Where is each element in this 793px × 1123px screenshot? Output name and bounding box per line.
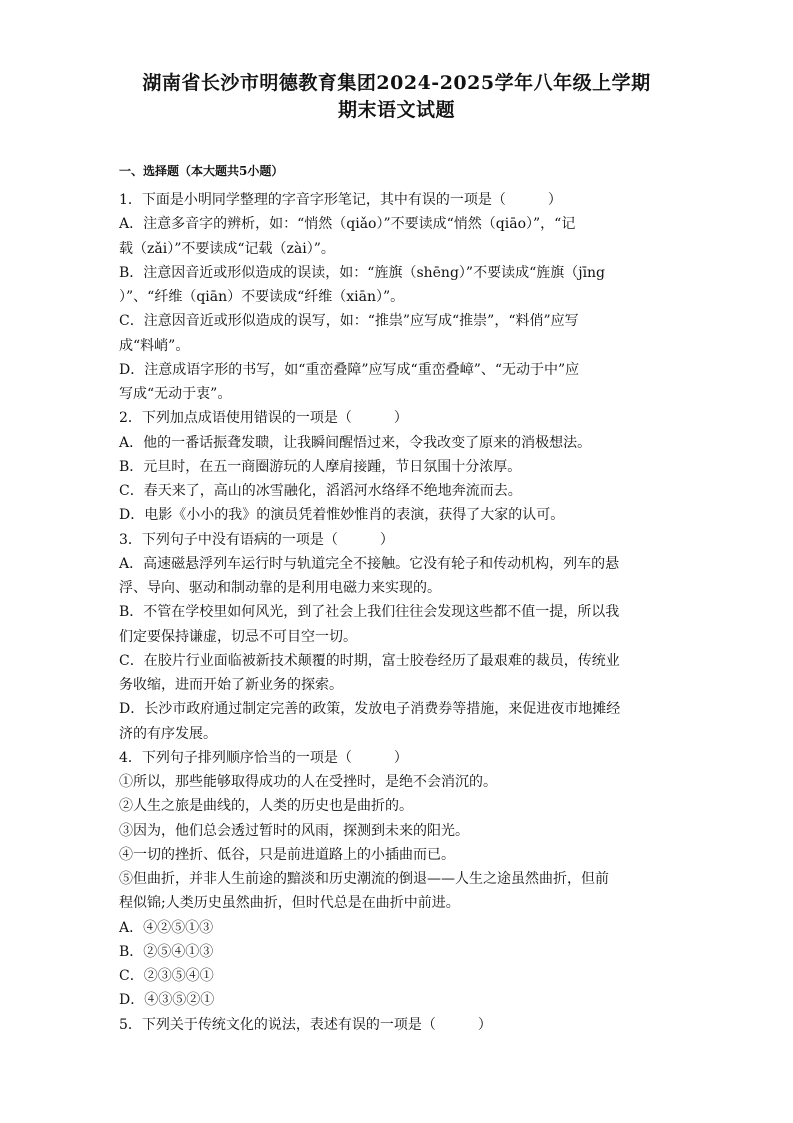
text-line: 4．下列句子排列顺序恰当的一项是（ ）	[119, 749, 408, 766]
text-line: 3．下列句子中没有语病的一项是（ ）	[119, 531, 394, 548]
text-line: ）”、“纤维（qiān）不要读成“纤维（xiān）”。	[119, 289, 405, 305]
text-line: ①所以，那些能够取得成功的人在受挫时，是绝不会消沉的。	[119, 774, 497, 790]
text-line: C．②③⑤④①	[119, 968, 214, 984]
document-title-line-1: 湖南省长沙市明德教育集团2024-2025学年八年级上学期	[142, 72, 651, 94]
text-line: 写成“无动于衷”。	[119, 386, 232, 402]
text-line: 们定要保持谦虚，切忌不可目空一切。	[119, 628, 357, 645]
text-line: B．不管在学校里如何风光，到了社会上我们往往会发现这些都不值一提，所以我	[119, 604, 620, 621]
text-line: 5．下列关于传统文化的说法，表述有误的一项是（ ）	[119, 1016, 492, 1033]
text-line: B．元旦时，在五一商圈游玩的人摩肩接踵，节日氛围十分浓厚。	[119, 458, 522, 475]
text-line: A．注意多音字的辨析，如：“悄然（qiǎo）”不要读成“悄然（qiāo）”，“记	[119, 216, 576, 233]
question-text	[119, 188, 679, 1037]
text-line: 程似锦;人类历史虽然曲折，但时代总是在曲折中前进。	[119, 895, 460, 912]
text-line: 1．下面是小明同学整理的字音字形笔记，其中有误的一项是（ ）	[119, 192, 562, 208]
text-line: D．④③⑤②①	[119, 992, 215, 1009]
text-line: 浮、导向、驱动和制动靠的是利用电磁力来实现的。	[119, 580, 441, 596]
text-line: A．他的一番话振聋发聩，让我瞬间醒悟过来，令我改变了原来的消极想法。	[119, 434, 592, 451]
text-line: D．注意成语字形的书写，如“重峦叠障”应写成“重峦叠嶂”、“无动于中”应	[119, 361, 580, 378]
text-line: C．春天来了，高山的冰雪融化，滔滔河水络绎不绝地奔流而去。	[119, 483, 522, 499]
text-line: 务收缩，进而开始了新业务的探索。	[119, 677, 343, 693]
text-line: B．注意因音近或形似造成的误读，如：“旌旗（shēng）”不要读成“旌旗（jīng	[119, 264, 606, 281]
section-heading: 一、选择题（本大题共5小题）	[119, 164, 284, 178]
text-line: ③因为，他们总会透过暂时的风雨，探测到未来的阳光。	[119, 822, 469, 839]
text-line: 济的有序发展。	[119, 725, 217, 742]
text-line: 载（zǎi）”不要读成“记载（zài）”。	[119, 240, 335, 257]
text-line: B．②⑤④①③	[119, 943, 214, 960]
text-line: ⑤但曲折，并非人生前途的黯淡和历史潮流的倒退——人生之途虽然曲折，但前	[119, 871, 609, 887]
text-line: C．在胶片行业面临被新技术颠覆的时期，富士胶卷经历了最艰难的裁员，传统业	[119, 652, 620, 669]
text-line: 2．下列加点成语使用错误的一项是（ ）	[119, 410, 408, 427]
text-line: A．高速磁悬浮列车运行时与轨道完全不接触。它没有轮子和传动机构，列车的悬	[119, 555, 620, 572]
text-line: C．注意因音近或形似造成的误写，如：“推祟”应写成“推崇”，“料俏”应写	[119, 313, 579, 330]
text-line: ②人生之旅是曲线的，人类的历史也是曲折的。	[119, 798, 413, 815]
text-line: ④一切的挫折、低谷，只是前进道路上的小插曲而已。	[119, 846, 455, 863]
text-line: 成“料峭”。	[119, 337, 190, 354]
document-title-line-2: 期末语文试题	[337, 99, 455, 121]
text-line: A．④②⑤①③	[119, 919, 214, 936]
text-line: D．电影《小小的我》的演员凭着惟妙惟肖的表演，获得了大家的认可。	[119, 507, 565, 524]
text-line: D．长沙市政府通过制定完善的政策，发放电子消费券等措施，来促进夜市地摊经	[119, 701, 621, 718]
